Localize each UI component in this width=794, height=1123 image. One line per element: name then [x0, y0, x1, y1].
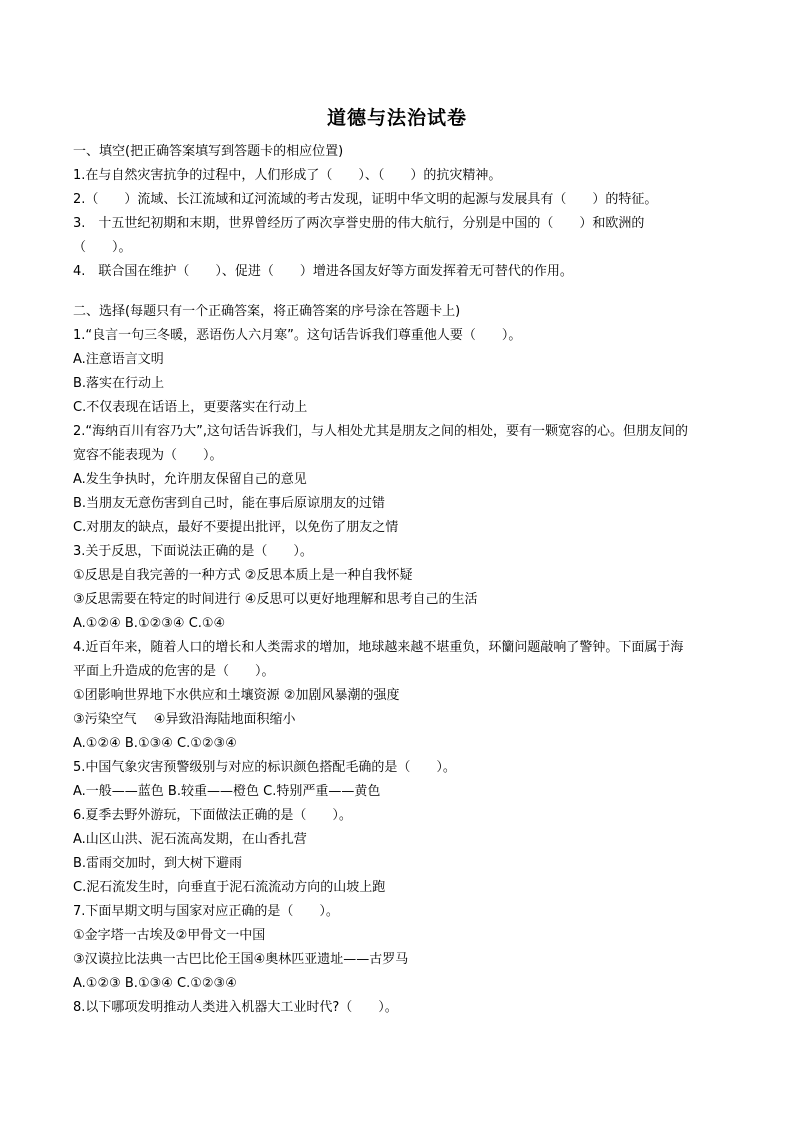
- statement-line: ③污染空气 ④异致沿海陆地面积缩小: [73, 712, 296, 727]
- section-heading-fill-in: 一、填空(把正确答案填写到答题卡的相应位置): [73, 144, 344, 159]
- section-heading-choice: 二、选择(每题只有一个正确答案，将正确答案的序号涂在答题卡上): [73, 304, 461, 319]
- question-line: 2.（ ）流域、长江流域和辽河流域的考古发现，证明中华文明的起源与发展具有（ ）的特征。: [73, 192, 658, 207]
- question-line: 平面上升造成的危害的是（ ）。: [73, 664, 275, 679]
- question-line: 2.“海纳百川有容乃大”,这句话告诉我们，与人相处尤其是朋友之间的相处，要有一颗宽容的心。但朋友间的: [73, 424, 689, 439]
- option-line: A.①②③ B.①③④ C.①②③④: [73, 976, 237, 991]
- option-line: A.①②④ B.①③④ C.①②③④: [73, 736, 237, 751]
- section-spacer: [73, 284, 733, 300]
- question-line: 6.夏季去野外游玩，下面做法正确的是（ ）。: [73, 808, 352, 823]
- option-line: C.对朋友的缺点，最好不要提出批评，以免伤了朋友之情: [73, 520, 399, 535]
- question-line: 宽容不能表现为（ ）。: [73, 448, 223, 463]
- option-line: C.不仅表现在话语上，更要落实在行动上: [73, 400, 308, 415]
- statement-line: ①金字塔一古埃及②甲骨文一中国: [73, 928, 266, 943]
- option-line: A.①②④ B.①②③④ C.①④: [73, 616, 226, 631]
- statement-line: ③汉谟拉比法典一古巴比伦王国④奥林匹亚遗址——古罗马: [73, 952, 409, 967]
- question-line: 4.近百年来，随着人口的增长和人类需求的增加，地球越来越不堪重负，环籣问题敲响了警钟。下面属于海: [73, 640, 684, 655]
- statement-line: ③反思需要在特定的时间进行 ④反思可以更好地理解和思考自己的生活: [73, 592, 478, 607]
- option-line: A.发生争执时，允许朋友保留自己的意见: [73, 472, 307, 487]
- option-line: A.注意语言文明: [73, 352, 164, 367]
- question-line: 3. 十五世纪初期和末期，世界曾经历了两次享誉史册的伟大航行，分别是中国的（ ）和欧洲的: [73, 216, 645, 231]
- option-line: A.山区山洪、泥石流高发期，在山香扎营: [73, 832, 307, 847]
- choice-questions: [73, 324, 733, 1020]
- question-line: 8.以下哪项发明推动人类进入机器大工业时代?（ ）。: [73, 1000, 398, 1015]
- statement-line: ①反思是自我完善的一种方式 ②反思本质上是一种自我怀疑: [73, 568, 413, 583]
- question-line: （ ）。: [73, 240, 132, 255]
- question-line: 1.“良言一句三冬暖，恶语伤人六月寒”。这句话告诉我们尊重他人要（ ）。: [73, 328, 522, 343]
- page-title: 道德与法治试卷: [326, 107, 467, 129]
- question-line: 7.下面早期文明与国家对应正确的是（ ）。: [73, 904, 339, 919]
- option-line: C.泥石流发生时，向垂直于泥石流流动方向的山坡上跑: [73, 880, 386, 895]
- question-line: 3.关于反思，下面说法正确的是（ ）。: [73, 544, 313, 559]
- question-line: 1.在与自然灾害抗争的过程中，人们形成了（ ）、（ ）的抗灾精神。: [73, 168, 502, 183]
- option-line: B.雷雨交加时，到大树下避雨: [73, 856, 243, 871]
- option-line: B.落实在行动上: [73, 376, 165, 391]
- option-line: A.一般——蓝色 B.较重——橙色 C.特别严重——黄色: [73, 784, 381, 799]
- option-line: B.当朋友无意伤害到自己时，能在事后原谅朋友的过错: [73, 496, 386, 511]
- fill-in-questions: [73, 164, 733, 284]
- exam-content: [73, 140, 733, 1020]
- statement-line: ①团影响世界地下水供应和土壤资源 ②加剧风暴潮的强度: [73, 688, 400, 703]
- question-line: 5.中国气象灾害预警级别与对应的标识颜色搭配毛确的是（ ）。: [73, 760, 456, 775]
- question-line: 4. 联合国在维护（ ）、促进（ ）增进各国友好等方面发挥着无可替代的作用。: [73, 264, 573, 279]
